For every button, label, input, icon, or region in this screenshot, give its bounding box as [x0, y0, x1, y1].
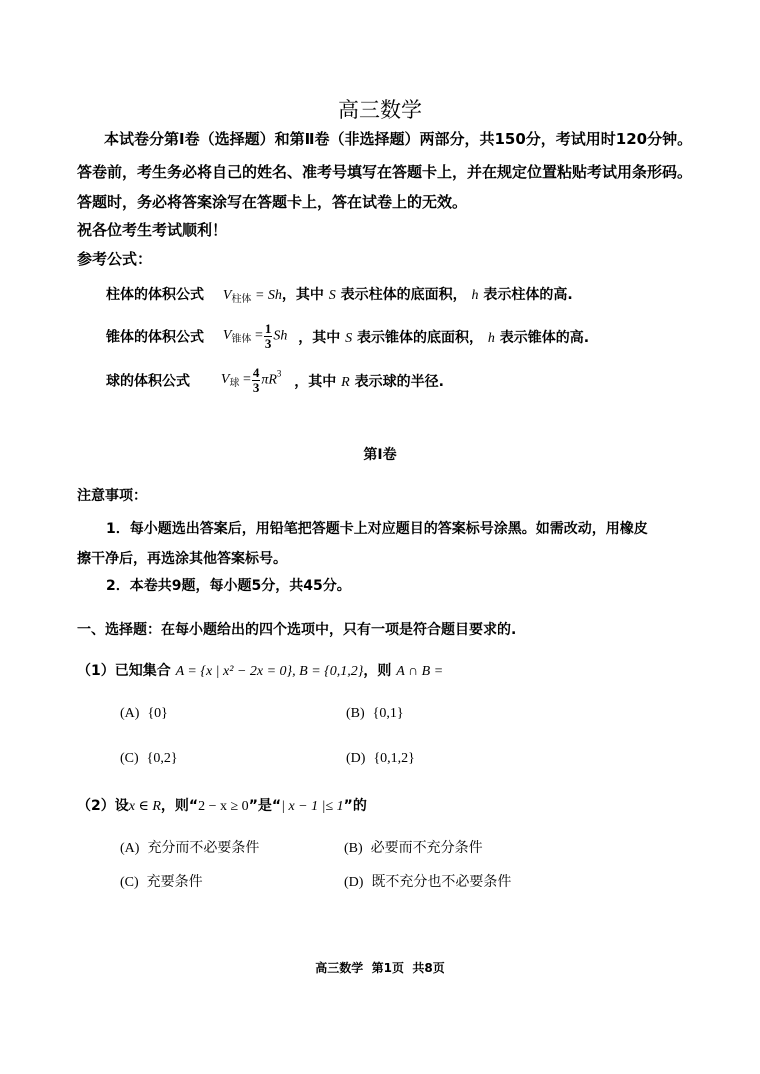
option-label: (C): [120, 875, 139, 890]
question-1-option-b[interactable]: [346, 706, 404, 722]
option-text: {0,2}: [146, 751, 178, 766]
question-2-stem-pre: 设: [114, 798, 129, 814]
page-footer: 高三数学 第1页 共8页: [315, 961, 445, 975]
question-1-stem-pre: 已知集合: [114, 663, 171, 679]
formula-sphere-fraction: [252, 366, 261, 395]
option-text: 充分而不必要条件: [147, 840, 260, 856]
question-1-option-c[interactable]: [120, 751, 178, 767]
option-label: (B): [344, 841, 363, 856]
formula-sphere-r: R: [341, 374, 350, 390]
question-1-set: A = {x | x² − 2x = 0}, B = {0,1,2}: [175, 664, 364, 679]
formula-cone-rhs: Sh: [273, 328, 288, 344]
formula-sphere: [106, 366, 444, 395]
formula-prism-desc-pre: ，其中: [281, 287, 324, 303]
section-title: 第Ⅰ卷: [363, 447, 397, 463]
formula-cone-den: 3: [264, 336, 272, 351]
formula-cone-desc-mid: 表示锥体的底面积，: [356, 329, 483, 346]
question-2-stem-mid: ，则“: [160, 798, 199, 814]
question-1-expr: A ∩ B =: [396, 664, 444, 679]
formula-sphere-desc-end: 表示球的半径.: [354, 373, 444, 390]
question-2-option-d[interactable]: [344, 871, 511, 891]
formula-sphere-num: 4: [252, 365, 260, 380]
formula-sphere-sub: 球: [229, 378, 240, 389]
formula-cone-fraction: [264, 322, 273, 351]
formula-prism-s: S: [328, 288, 336, 303]
formula-sphere-den: 3: [252, 380, 260, 395]
notes-heading: 注意事项：: [77, 488, 147, 504]
part-title: 一、选择题：在每小题给出的四个选项中，只有一项是符合题目要求的.: [77, 622, 517, 638]
question-1-stem-mid: ，则: [363, 663, 392, 679]
page-title: 高三数学: [338, 98, 422, 122]
question-2-option-a[interactable]: [120, 837, 259, 857]
intro-line-2: 答卷前，考生务必将自己的姓名、准考号填写在答题卡上，并在规定位置粘贴考试用条形码。: [77, 163, 693, 181]
formula-prism: [106, 284, 573, 305]
option-label: (C): [120, 751, 139, 766]
formula-sphere-label: 球的体积公式: [106, 373, 190, 390]
option-text: {0}: [147, 706, 168, 721]
question-1-number: （1）: [77, 663, 115, 679]
option-text: 既不充分也不必要条件: [371, 874, 512, 890]
formula-cone-eq: =: [254, 328, 263, 343]
question-1-option-a[interactable]: [120, 706, 168, 722]
formulas-heading: 参考公式：: [77, 250, 153, 268]
question-1-stem: [77, 660, 443, 680]
question-2-option-b[interactable]: [344, 837, 483, 857]
option-label: (A): [120, 841, 140, 856]
question-2-expr-1: 2 − x ≥ 0: [198, 799, 249, 814]
formula-sphere-v: V: [220, 372, 230, 387]
question-2-stem-end: ”的: [343, 798, 367, 814]
formula-cone-h: h: [487, 330, 495, 346]
formula-cone-s: S: [345, 330, 353, 346]
note-1-line-2: 擦干净后，再选涂其他答案标号。: [77, 551, 287, 567]
option-label: (D): [346, 751, 366, 766]
question-2-cond: x ∈ R: [128, 799, 161, 814]
note-2: 2．本卷共9题，每小题5分，共45分。: [106, 578, 351, 594]
formula-sphere-sup: 3: [276, 368, 282, 379]
question-2-stem: [77, 795, 367, 815]
intro-line-1: 本试卷分第Ⅰ卷（选择题）和第Ⅱ卷（非选择题）两部分，共150分，考试用时120分钟。: [104, 130, 693, 148]
formula-sphere-eq: =: [242, 372, 251, 387]
option-text: 必要而不充分条件: [370, 840, 483, 856]
option-text: {0,1,2}: [373, 751, 415, 766]
formula-prism-label: 柱体的体积公式: [106, 287, 204, 303]
formula-cone-label: 锥体的体积公式: [106, 329, 204, 346]
formula-prism-rhs: = Sh: [254, 288, 282, 303]
intro-line-4: 祝各位考生考试顺利！: [77, 221, 228, 239]
formula-sphere-desc-pre: ，其中: [294, 373, 337, 390]
option-label: (B): [346, 706, 365, 721]
question-2-option-c[interactable]: [120, 871, 203, 891]
formula-prism-desc-mid: 表示柱体的底面积，: [340, 287, 467, 303]
formula-prism-v: V: [222, 288, 232, 303]
formula-cone-sub: 锥体: [231, 334, 252, 345]
question-2-expr-2: | x − 1 |≤ 1: [281, 799, 344, 814]
question-1-option-d[interactable]: [346, 751, 415, 767]
formula-cone-num: 1: [264, 321, 272, 336]
option-label: (D): [344, 875, 364, 890]
intro-line-3: 答题时，务必将答案涂写在答题卡上，答在试卷上的无效。: [77, 193, 468, 211]
option-text: {0,1}: [372, 706, 404, 721]
formula-sphere-rhs: πR: [261, 372, 277, 388]
formula-cone-desc-end: 表示锥体的高.: [499, 329, 590, 346]
question-2-number: （2）: [77, 798, 115, 814]
formula-cone: [106, 322, 589, 351]
option-text: 充要条件: [146, 874, 203, 890]
question-2-stem-mid-2: ”是“: [248, 798, 282, 814]
formula-prism-sub: 柱体: [231, 294, 252, 305]
option-label: (A): [120, 706, 140, 721]
formula-prism-desc-end: 表示柱体的高.: [483, 287, 573, 303]
formula-cone-v: V: [222, 328, 232, 343]
note-1-line-1: 1．每小题选出答案后，用铅笔把答题卡上对应题目的答案标号涂黑。如需改动，用橡皮: [106, 521, 648, 537]
formula-prism-h: h: [471, 288, 479, 303]
formula-cone-desc-pre: ，其中: [298, 329, 341, 346]
